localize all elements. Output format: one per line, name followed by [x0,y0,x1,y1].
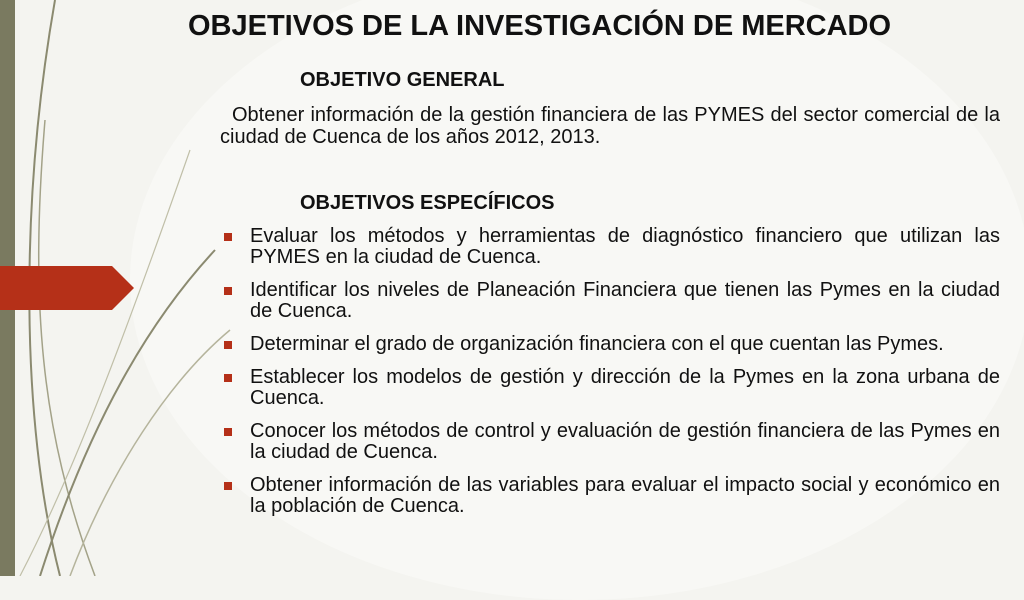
list-item [218,475,1000,517]
list-item [218,421,1000,463]
specific-objectives-list [218,226,1000,529]
arrow-tab [0,266,134,310]
general-objective-heading: OBJETIVO GENERAL [300,69,505,91]
slide-title: OBJETIVOS DE LA INVESTIGACIÓN DE MERCADO [188,10,892,42]
bullet-icon [224,233,232,241]
objective-text: Determinar el grado de organización financiera con el que cuentan las Pymes. [250,333,944,355]
objective-text: Identificar los niveles de Planeación Financiera que tienen las Pymes en la ciudad de Cuenca. [250,279,1000,322]
specific-objectives-heading: OBJETIVOS ESPECÍFICOS [300,192,555,214]
objective-text: Obtener información de las variables para evaluar el impacto social y económico en la población de Cuenca. [250,474,1000,517]
list-item [218,280,1000,322]
bullet-icon [224,482,232,490]
list-item [218,226,1000,268]
general-objective-text: Obtener información de la gestión financiera de las PYMES del sector comercial de la ciudad de Cuenca de los años 2012, 2013. [220,104,1000,148]
bullet-icon [224,374,232,382]
bullet-icon [224,341,232,349]
bullet-icon [224,428,232,436]
list-item [218,367,1000,409]
list-item [218,334,1000,355]
objective-text: Evaluar los métodos y herramientas de diagnóstico financiero que utilizan las PYMES en la ciudad de Cuenca. [250,225,1000,268]
objective-text: Establecer los modelos de gestión y dirección de la Pymes en la zona urbana de Cuenca. [250,366,1000,409]
objective-text: Conocer los métodos de control y evaluación de gestión financiera de las Pymes en la ciudad de Cuenca. [250,420,1000,463]
bullet-icon [224,287,232,295]
